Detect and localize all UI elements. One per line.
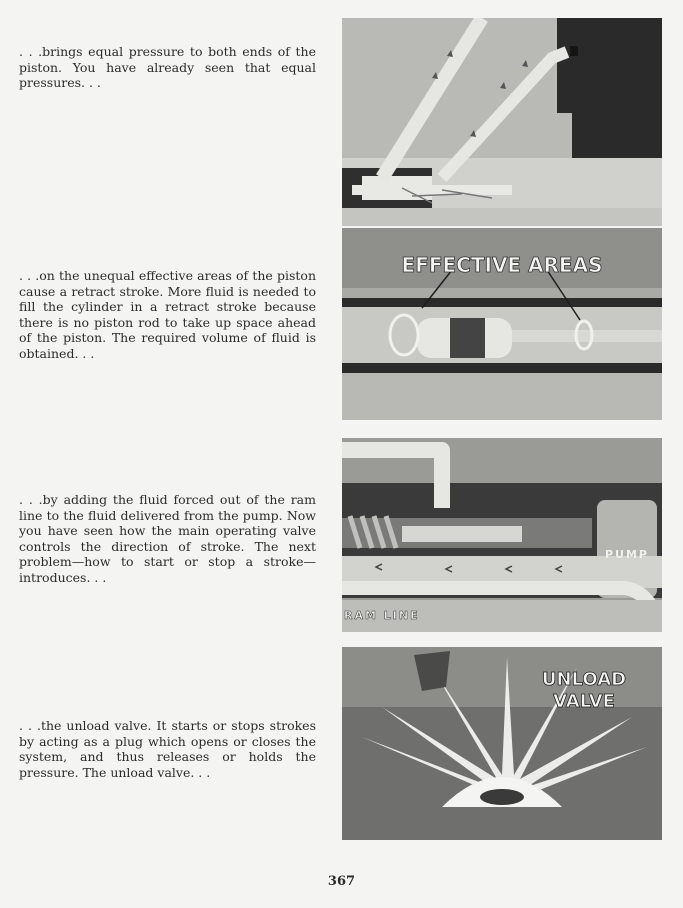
illustration-unload-valve [342, 647, 662, 840]
ram-line-label: RAM LINE [344, 609, 420, 622]
illustration-pump-ram-line [342, 438, 662, 632]
paragraph-ram-line: . . .by adding the fluid forced out of the ram line to the fluid delivered from the pump. Now you have seen how the main operating valve controls the direction of stroke. The next problem—how to start or stop a stroke—introduces. . . [19, 492, 316, 585]
pump-label: PUMP [604, 548, 649, 561]
paragraph-effective-areas: . . .on the unequal effective areas of the piston cause a retract stroke. More fluid is needed to fill the cylinder in a retract stroke because there is no piston rod to take up space ahead of the piston. The required volume of fluid is obtained. . . [19, 268, 316, 361]
unload-valve-label-line1: UNLOAD [541, 669, 627, 690]
paragraph-equal-pressure: . . .brings equal pressure to both ends of the piston. You have already seen that equal pressures. . . [19, 44, 316, 91]
unload-valve-label-line2: VALVE [553, 691, 615, 712]
illustration-valve-piping [342, 18, 662, 226]
paragraph-unload-valve: . . .the unload valve. It starts or stops strokes by acting as a plug which opens or closes the system, and thus releases or holds the pressure. The unload valve. . . [19, 718, 316, 780]
effective-areas-label: EFFECTIVE AREAS [401, 253, 603, 277]
page-number: 367 [327, 874, 356, 889]
illustration-effective-areas [342, 228, 662, 420]
